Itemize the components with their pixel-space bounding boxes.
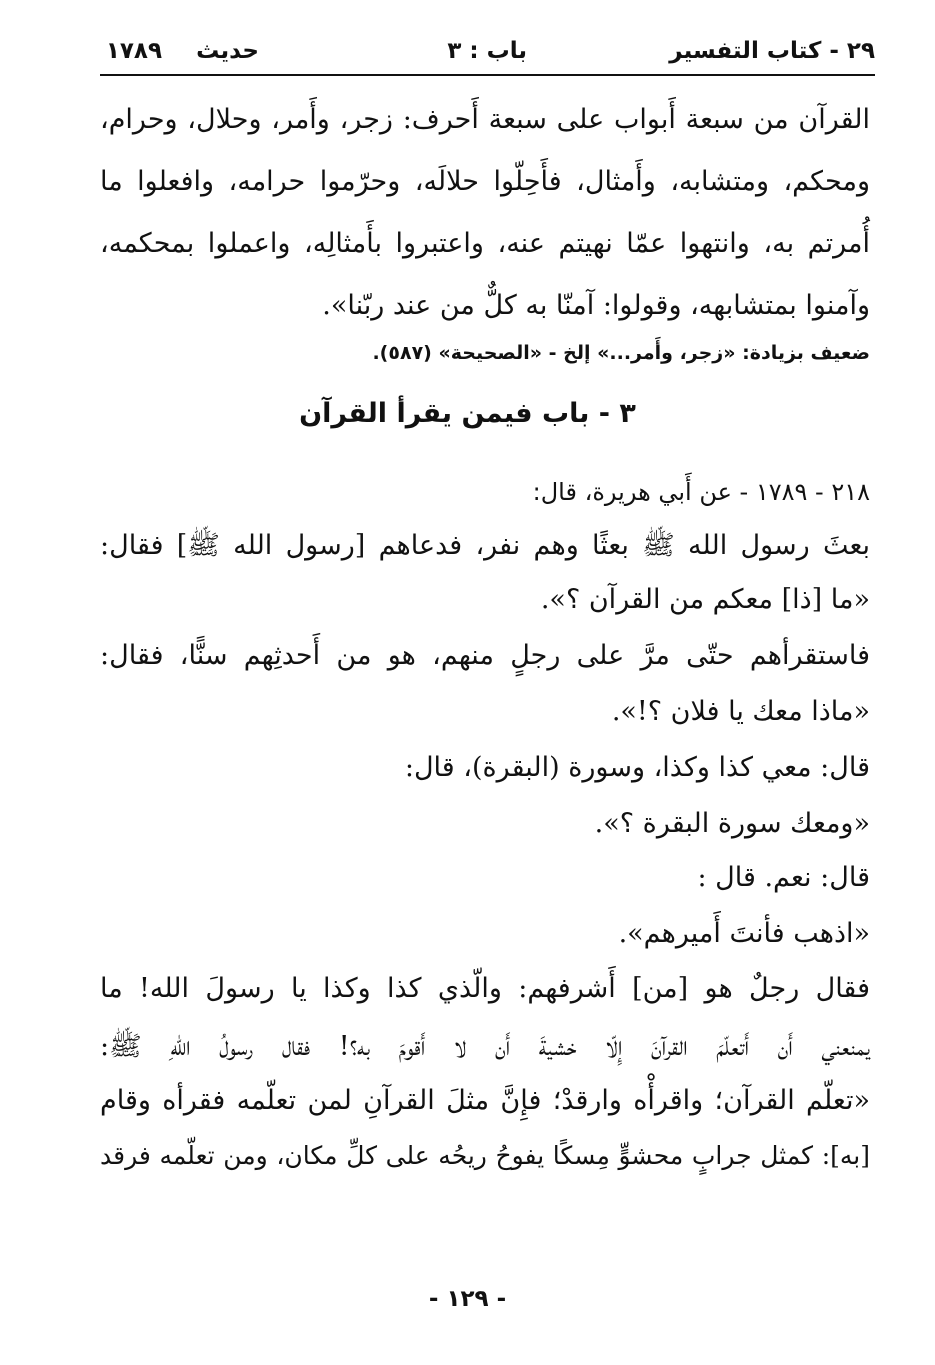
hadith-line: [به]: كمثل جرابٍ محشوٍّ مِسكًا يفوحُ ريحُه على كلِّ مكان، ومن تعلّمه فرقد bbox=[100, 1141, 870, 1170]
header-hadith-number: ١٧٨٩ bbox=[105, 38, 162, 64]
hadith-intro: ٢١٨ - ١٧٨٩ - عن أَبي هريرة، قال: bbox=[532, 478, 870, 506]
header-rule bbox=[100, 74, 875, 76]
passage-line: وآمنوا بمتشابهه، وقولوا: آمنّا به كلٌّ من عند ربّنا». bbox=[322, 290, 870, 321]
hadith-line: فاستقرأهم حتّى مرَّ على رجلٍ منهم، هو من أَحدثِهم سنًّا، فقال: bbox=[100, 640, 870, 671]
hadith-line: «تعلّم القرآن؛ واقرأْه وارقدْ؛ فإِنَّ مثلَ القرآنِ لمن تعلّمه فقرأه وقام bbox=[100, 1085, 870, 1116]
hadith-line: «ماذا معك يا فلان ؟!». bbox=[611, 696, 870, 727]
passage-line: أُمرتم به، وانتهوا عمّا نهيتم عنه، واعتبروا بأَمثالِه، واعملوا بمحكمه، bbox=[100, 228, 870, 259]
running-header bbox=[100, 34, 875, 74]
header-bab-number: باب : ٣ bbox=[447, 38, 527, 64]
chapter-heading: ٣ - باب فيمن يقرأ القرآن bbox=[299, 398, 636, 429]
hadith-line: «اذهب فأنتَ أَميرهم». bbox=[618, 918, 870, 949]
hadith-line: بعثَ رسول الله ﷺ بعثًا وهم نفر، فدعاهم [رسول الله ﷺ] فقال: bbox=[100, 530, 870, 561]
hadith-line: قال: نعم. قال : bbox=[697, 862, 870, 893]
header-hadith-label: حديث bbox=[196, 38, 259, 64]
hadith-line: «ما [ذا] معكم من القرآن ؟». bbox=[540, 584, 870, 615]
hadith-grading-note: ضعيف بزيادة: «زجر، وأَمر...» إلخ - «الصحيحة» (٥٨٧). bbox=[372, 342, 870, 364]
hadith-line: فقال رجلٌ هو [من] أَشرفهم: والّذي كذا وكذا يا رسولَ الله! ما bbox=[100, 973, 870, 1004]
hadith-line: يمنعني أَن أَتعلّمَ القرآنَ إِلّا خشيةَ أَن لا أَقومَ به؟! فقال رسولُ اللهِ ﷺ: bbox=[100, 1031, 870, 1062]
hadith-line: قال: معي كذا وكذا، وسورة (البقرة)، قال: bbox=[404, 752, 870, 783]
passage-line: ومحكم، ومتشابه، وأَمثال، فأَحِلّوا حلالَه، وحرّموا حرامه، وافعلوا ما bbox=[100, 166, 870, 197]
passage-line: القرآن من سبعة أَبواب على سبعة أَحرف: زجر، وأَمر، وحلال، وحرام، bbox=[100, 104, 870, 135]
header-chapter-title: ٢٩ - كتاب التفسير bbox=[669, 38, 875, 64]
page-number: - ١٢٩ - bbox=[428, 1286, 507, 1312]
hadith-line: «ومعك سورة البقرة ؟». bbox=[594, 808, 870, 839]
